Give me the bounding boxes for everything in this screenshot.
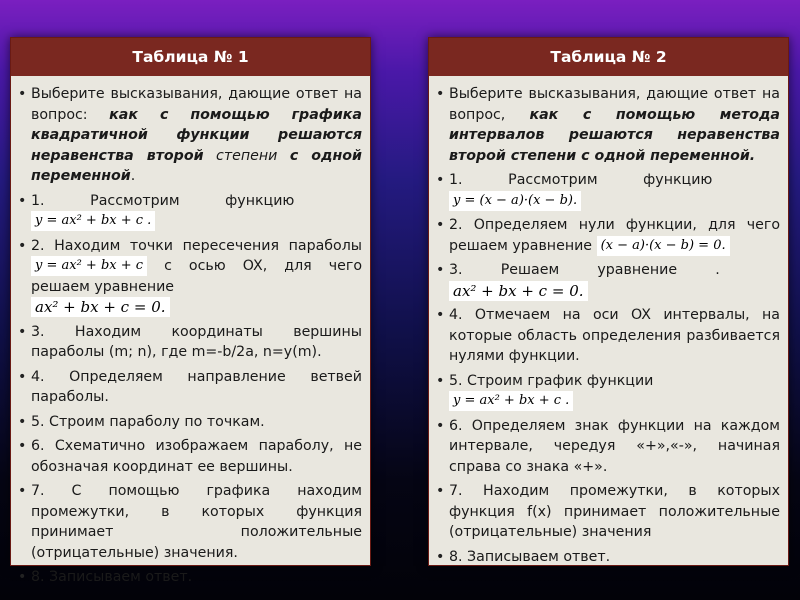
- item-text: 1. Рассмотрим функцию: [31, 192, 295, 209]
- item-emphasis: с одной переменной: [31, 147, 362, 184]
- item-italic: степени: [203, 147, 290, 164]
- list-item: [435, 260, 780, 301]
- list-item: [435, 84, 780, 166]
- table-2-title: Таблица № 2: [429, 38, 788, 76]
- list-item: [435, 371, 780, 412]
- item-text: с осью OX, для чего решаем уравнение: [31, 258, 362, 295]
- list-item: • 6. Определяем знак функции на каждом интервале, чередуя «+»,«-», начиная справа со знака «+».: [435, 416, 780, 478]
- formula: (x − a)·(x − b) = 0.: [597, 236, 730, 256]
- list-item: • 5. Строим параболу по точкам.: [17, 412, 362, 433]
- list-item: • 8. Записываем ответ.: [435, 547, 780, 568]
- list-item: [435, 215, 780, 256]
- list-item: • 6. Схематично изображаем параболу, не обозначая координат ее вершины.: [17, 436, 362, 477]
- formula: y = ax² + bx + c .: [31, 211, 155, 231]
- item-text: Выберите высказывания, дающие ответ на вопрос,: [449, 86, 780, 123]
- list-item: • 3. Находим координаты вершины параболы (m; n), где m=-b/2a, n=y(m).: [17, 322, 362, 363]
- item-text: 2. Определяем нули функции, для чего решаем уравнение: [449, 217, 780, 254]
- formula: y = ax² + bx + c: [31, 256, 147, 276]
- table-1-panel: [10, 37, 371, 585]
- item-text: 3. Решаем уравнение .: [449, 262, 720, 278]
- list-item: • 7. Находим промежутки, в которых функция f(x) принимает положительные (отрицательные) значения: [435, 481, 780, 543]
- list-item: • 8. Записываем ответ.: [17, 567, 362, 588]
- table-1-title: Таблица № 1: [11, 38, 370, 76]
- item-text: 1. Рассмотрим функцию: [449, 172, 713, 188]
- list-item: [435, 170, 780, 211]
- item-text: 5. Строим график функции: [449, 372, 654, 389]
- formula: y = ax² + bx + c .: [449, 391, 573, 411]
- item-text: .: [130, 168, 136, 184]
- item-emphasis: как с помощью графика квадратичной функции решаются неравенства второй: [31, 106, 363, 164]
- table-2-body: [429, 76, 788, 567]
- formula: ax² + bx + c = 0.: [449, 281, 588, 301]
- formula: y = (x − a)·(x − b).: [449, 191, 581, 211]
- list-item: [17, 191, 362, 232]
- list-item: • 4. Отмечаем на оси OX интервалы, на которые область определения разбивается нулями функции.: [435, 305, 780, 367]
- formula: ax² + bx + c = 0.: [31, 297, 170, 317]
- list-item: • 7. С помощью графика находим промежутки, в которых функция принимает положительные (отрицательные) значения.: [17, 481, 362, 563]
- list-item: • 4. Определяем направление ветвей параболы.: [17, 367, 362, 408]
- table-2-panel: [428, 37, 789, 566]
- table-1-body: [11, 76, 370, 588]
- item-text: Выберите высказывания, дающие ответ на вопрос:: [31, 86, 362, 123]
- item-emphasis: как с помощью метода интервалов решаются неравенства второй степени с одной переменной.: [449, 106, 781, 164]
- list-item: [17, 236, 362, 318]
- list-item: [17, 84, 362, 187]
- item-text: 2. Находим точки пересечения параболы: [31, 237, 362, 254]
